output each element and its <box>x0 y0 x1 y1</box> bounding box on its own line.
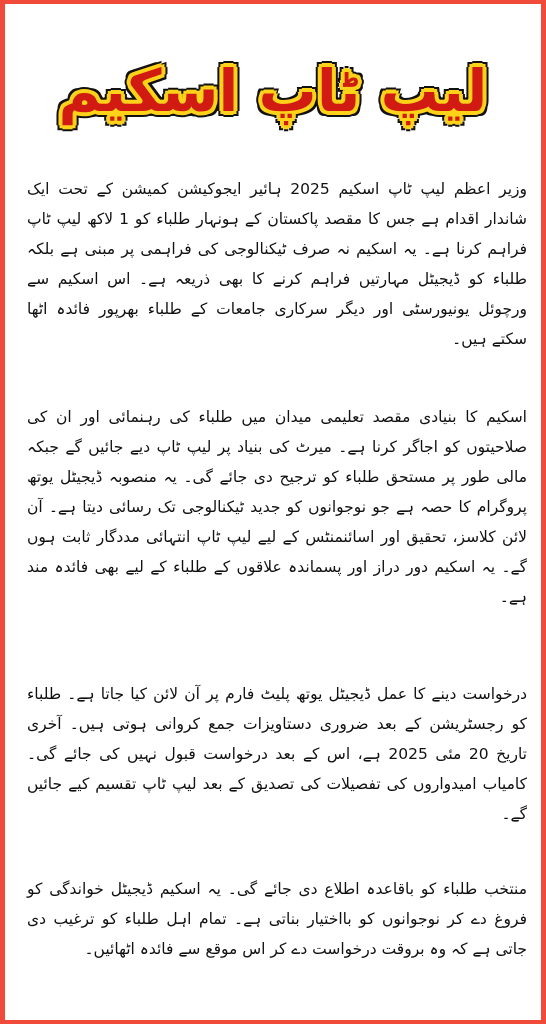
page-title: لیپ ٹاپ اسکیم <box>58 57 488 125</box>
paragraph-application: درخواست دینے کا عمل ڈیجیٹل یوتھ پلیٹ فارم پر آن لائن کیا جاتا ہے۔ طلباء کو رجسٹریشن کے بعد ضروری دستاویزات جمع کروانی ہوتی ہیں۔ آخری تاریخ 20 مئی 2025 ہے، اس کے بعد درخواست قبول نہیں کی جائے گی۔ کامیاب امیدواروں کی تفصیلات کی تصدیق کے بعد لیپ ٹاپ تقسیم کیے جائیں گے۔ <box>27 685 527 823</box>
paragraph-intro: وزیر اعظم لیپ ٹاپ اسکیم 2025 ہائیر ایجوکیشن کمیشن کے تحت ایک شاندار اقدام ہے جس کا مقصد پاکستان کے ہونہار طلباء کو 1 لاکھ لیپ ٹاپ فراہم کرنا ہے۔ یہ اسکیم نہ صرف ٹیکنالوجی کی فراہمی پر مبنی ہے بلکہ طلباء کو ڈیجیٹل مہارتیں فراہم کرنے کا بھی ذریعہ ہے۔ اس اسکیم سے ورچوئل یونیورسٹی اور دیگر سرکاری جامعات کے طلباء بھرپور فائدہ اٹھا سکتے ہیں۔ <box>27 180 527 348</box>
paragraph-purpose: اسکیم کا بنیادی مقصد تعلیمی میدان میں طلباء کی رہنمائی اور ان کی صلاحیتوں کو اجاگر کرنا ہے۔ میرٹ کی بنیاد پر لیپ ٹاپ دیے جائیں گے جبکہ مالی طور پر مستحق طلباء کو ترجیح دی جائے گی۔ یہ منصوبہ ڈیجیٹل یوتھ پروگرام کا حصہ ہے جو نوجوانوں کو جدید ٹیکنالوجی تک رسائی دیتا ہے۔ آن لائن کلاسز، تحقیق اور اسائنمنٹس کے لیے لیپ ٹاپ انتہائی مددگار ثابت ہوں گے۔ یہ اسکیم دور دراز اور پسماندہ علاقوں کے طلباء کے لیے بھی فائدہ مند ہے۔ <box>27 408 527 606</box>
paragraph-conclusion: منتخب طلباء کو باقاعدہ اطلاع دی جائے گی۔ یہ اسکیم ڈیجیٹل خواندگی کو فروغ دے کر نوجوانوں کو بااختیار بناتی ہے۔ تمام اہل طلباء کو ترغیب دی جاتی ہے کہ وہ بروقت درخواست دے کر اس موقع سے فائدہ اٹھائیں۔ <box>27 880 527 958</box>
